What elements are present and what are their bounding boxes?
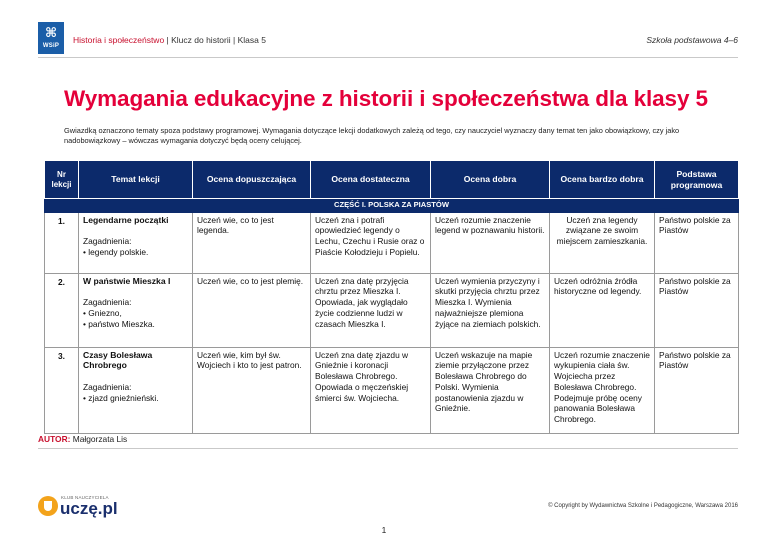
lesson-topic: Czasy Bolesława Chrobrego: [83, 349, 153, 371]
school-level: Szkoła podstawowa 4–6: [646, 35, 738, 45]
grade2-cell: Uczeń wie, kim był św. Wojciech i kto to jest patron.: [193, 347, 311, 433]
author: [38, 434, 127, 444]
lesson-topic-cell: [79, 273, 193, 347]
grade3-cell: Uczeń zna i potrafi opowiedzieć legendy o Lechu, Czechu i Rusie oraz o Piaście Kołodzieju i Popielu.: [311, 212, 431, 273]
col-header-grade4: Ocena dobra: [431, 161, 550, 199]
part-title: CZĘŚĆ I. POLSKA ZA PIASTÓW: [45, 199, 739, 213]
col-header-grade3: Ocena dostateczna: [311, 161, 431, 199]
issue-item: • państwo Mieszka.: [83, 319, 188, 330]
copyright: © Copyright by Wydawnictwa Szkolne i Pedagogiczne, Warszawa 2016: [548, 503, 738, 509]
book-icon: ⌘: [44, 25, 58, 40]
grade3-cell: Uczeń zna datę przyjęcia chrztu przez Mieszka I. Opowiada, jak wyglądało życie codzienne ludzi w czasach Mieszka I.: [311, 273, 431, 347]
grade4-cell: Uczeń wskazuje na mapie ziemie przyłączone przez Bolesława Chrobrego do Polski. Wymienia postanowienia zjazdu w Gnieźnie.: [431, 347, 550, 433]
basis-cell: Państwo polskie za Piastów: [655, 212, 739, 273]
lesson-topic-cell: [79, 347, 193, 433]
lesson-number: 2.: [45, 273, 79, 347]
lesson-number: 1.: [45, 212, 79, 273]
divider: [38, 448, 738, 449]
issue-item: • zjazd gnieźnieński.: [83, 393, 188, 404]
lesson-topic: Legendarne początki: [83, 214, 169, 225]
col-header-grade5: Ocena bardzo dobra: [550, 161, 655, 199]
page-number: 1: [381, 525, 387, 535]
grade2-cell: Uczeń wie, co to jest plemię.: [193, 273, 311, 347]
author-name: Małgorzata Lis: [70, 434, 128, 444]
author-label: AUTOR:: [38, 434, 71, 444]
lesson-topic-cell: [79, 212, 193, 273]
grade2-cell: Uczeń wie, co to jest legenda.: [193, 212, 311, 273]
col-header-basis: Podstawa programowa: [655, 161, 739, 199]
part-title-row: [45, 199, 739, 213]
ucze-logo-text: uczę.pl: [60, 499, 118, 518]
ucze-logo: [38, 494, 118, 518]
wsip-logo: [38, 22, 64, 54]
page-header: [38, 22, 738, 58]
col-header-topic: Temat lekcji: [79, 161, 193, 199]
breadcrumb-rest: | Klucz do historii | Klasa 5: [164, 35, 266, 45]
lesson-number: 3.: [45, 347, 79, 433]
issues-label: Zagadnienia:: [83, 297, 132, 308]
col-header-nr: Nr lekcji: [45, 161, 79, 199]
grade4-cell: Uczeń rozumie znaczenie legend w poznawaniu historii.: [431, 212, 550, 273]
col-header-grade2: Ocena dopuszczająca: [193, 161, 311, 199]
page-title: Wymagania edukacyjne z historii i społeczeństwa dla klasy 5: [64, 86, 708, 111]
lesson-topic: W państwie Mieszka I: [83, 275, 171, 286]
table-row: [45, 273, 739, 347]
issue-item: • Gniezno,: [83, 308, 188, 319]
basis-cell: Państwo polskie za Piastów: [655, 347, 739, 433]
table-row: [45, 212, 739, 273]
issues-label: Zagadnienia:: [83, 382, 132, 393]
wsip-logo-text: WSiP: [42, 43, 60, 49]
breadcrumb: [73, 35, 266, 45]
grade5-cell: Uczeń rozumie znaczenie wykupienia ciała św. Wojciecha przez Bolesława Chrobrego. Podejmuje próbę oceny panowania Bolesława Chrobrego.: [550, 347, 655, 433]
table-header-row: [45, 161, 739, 199]
issues-label: Zagadnienia:: [83, 236, 132, 247]
basis-cell: Państwo polskie za Piastów: [655, 273, 739, 347]
grade5-cell: Uczeń zna legendy związane ze swoim miejscem zamieszkania.: [550, 212, 655, 273]
grade3-cell: Uczeń zna datę zjazdu w Gnieźnie i koronacji Bolesława Chrobrego. Opowiada o męczeńskiej śmierci św. Wojciecha.: [311, 347, 431, 433]
intro-note: Gwiazdką oznaczono tematy spoza podstawy programowej. Wymagania dotyczące lekcji dodatkowych zależą od tego, czy nauczyciel wyznaczy dany temat ten jako obowiązkowy, czy jako nadobowiązkowy – wówczas wymagania dotyczyć będą oceny celującej.: [64, 126, 680, 145]
ucze-logo-tagline: KLUB NAUCZYCIELA: [61, 495, 109, 500]
issue-item: • legendy polskie.: [83, 247, 188, 258]
grade4-cell: Uczeń wymienia przyczyny i skutki przyjęcia chrztu przez Mieszka I. Wymienia najważniejsze plemiona żyjące na ziemiach polskich.: [431, 273, 550, 347]
ucze-mark-icon: [38, 496, 58, 516]
table-row: [45, 347, 739, 433]
grade5-cell: Uczeń odróżnia źródła historyczne od legendy.: [550, 273, 655, 347]
breadcrumb-subject: Historia i społeczeństwo: [73, 35, 165, 45]
requirements-table: [44, 160, 739, 434]
